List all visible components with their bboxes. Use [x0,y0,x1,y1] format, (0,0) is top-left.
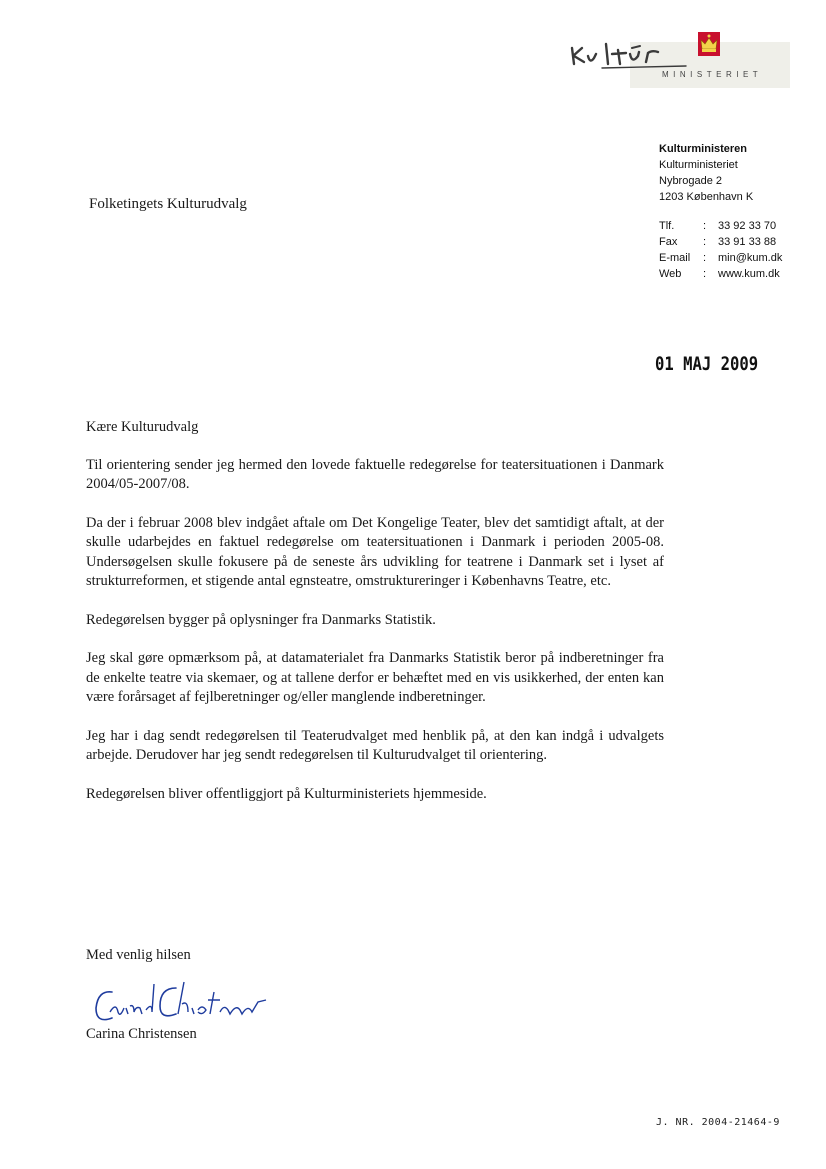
sender-address [659,141,753,205]
contact-value: 33 92 33 70 [718,220,777,232]
date-stamp: 01 MAJ 2009 [655,353,759,375]
contact-value: min@kum.dk [718,252,783,264]
contact-value: 33 91 33 88 [718,236,777,248]
sender-title: Kulturministeren [659,143,748,155]
paragraph: Jeg skal gøre opmærksom på, at datamaterialet fra Danmarks Statistik beror på indberetninger fra de enkelte teatre via skemaer, og at tallene derfor er behæftet med en vis usikkerhed, der enten kan være forårsaget af fejlberetninger og/eller manglende indberetninger. [86,650,664,705]
sender-street: Nybrogade 2 [659,175,722,187]
contact-label: Fax [659,236,678,248]
contact-value: www.kum.dk [718,268,780,280]
paragraph: Redegørelsen bliver offentliggjort på Kulturministeriets hjemmeside. [86,785,487,802]
contact-label: E-mail [659,252,691,264]
logo-subtitle: MINISTERIET [662,70,763,79]
contact-label: Web [659,268,682,280]
salutation: Kære Kulturudvalg [86,419,199,435]
closing: Med venlig hilsen [86,947,191,963]
letter-body [86,418,664,823]
paragraph: Til orientering sender jeg hermed den lovede faktuelle redegørelse for teatersituationen i Danmark 2004/05-2007/08. [86,456,664,492]
contact-sep: : [703,268,707,280]
contact-row-web [659,266,782,282]
paragraph: Jeg har i dag sendt redegørelsen til Teaterudvalget med henblik på, at den kan indgå i udvalgets arbejde. Derudover har jeg sendt redegørelsen til Kulturudvalget til orientering. [86,727,664,763]
contact-block [659,218,782,282]
paragraph: Redegørelsen bygger på oplysninger fra Danmarks Statistik. [86,611,436,628]
contact-sep: : [703,252,707,264]
contact-label: Tlf. [659,220,675,232]
journal-number: J. NR. 2004-21464-9 [656,1117,780,1128]
recipient: Folketingets Kulturudvalg [89,196,247,212]
crown-icon [698,32,720,56]
sender-org: Kulturministeriet [659,159,738,171]
paragraph: Da der i februar 2008 blev indgået aftale om Det Kongelige Teater, blev det samtidigt aftalt, at der skulle udarbejdes en faktuel redegørelse om teatersituationen i Danmark i perioden 2005-08. Undersøgelsen skulle fokusere på de seneste års udvikling for teatrene i Danmark set i lyset af strukturreformen, et stigende antal egnsteatre, omstruktureringer i Københavns Teatre, etc. [86,514,664,589]
kulturministeriet-logo [566,38,792,88]
contact-row-email [659,250,782,266]
handwritten-signature [90,978,270,1030]
contact-sep: : [703,220,707,232]
contact-sep: : [703,236,707,248]
contact-row-fax [659,234,782,250]
sender-city: 1203 København K [659,191,754,203]
contact-row-phone [659,218,782,234]
signer-name: Carina Christensen [86,1026,197,1042]
